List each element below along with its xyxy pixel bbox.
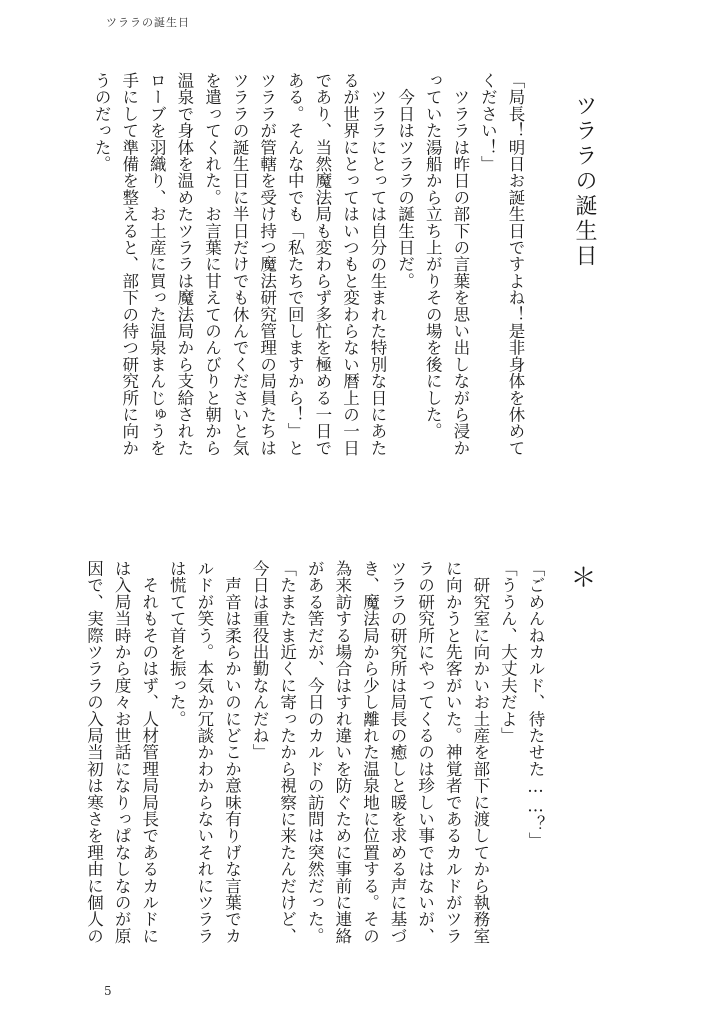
text-line: 因で、実際ツララの入局当初は寒さを理由に個人の — [84, 560, 104, 945]
section-mark: ＊ — [566, 564, 596, 590]
text-line: ツララは昨日の部下の言葉を思い出しながら浸か — [450, 72, 470, 457]
text-line: 「ううん、大丈夫だよ」 — [498, 560, 518, 744]
upper-text-block — [92, 72, 600, 492]
text-line: は入局当時から度々お世話になりっぱなしなのが原 — [112, 560, 132, 945]
text-line: うのだった。 — [92, 72, 112, 173]
text-line: ある。そんな中でも「私たちで回しますから！」と — [285, 72, 305, 457]
text-line: ください！」 — [478, 72, 498, 173]
text-line: ラの研究所にやってくるのは珍しい事ではないが、 — [415, 560, 435, 945]
text-line: 手にして準備を整えると、部下の待つ研究所に向か — [119, 72, 139, 457]
text-line: は慌てて首を振った。 — [167, 560, 187, 727]
text-line: ツララにとっては自分の生まれた特別な日にあた — [368, 72, 388, 457]
text-line: がある筈だが、今日のカルドの訪問は突然だった。 — [305, 560, 325, 945]
text-line: ローブを羽織り、お土産に買った温泉まんじゅうを — [147, 72, 167, 457]
lower-text-block — [84, 560, 600, 960]
text-line: 研究室に向かいお土産を部下に渡してから執務室 — [470, 560, 490, 945]
chapter-title: ツララの誕生日 — [572, 94, 597, 269]
text-line: であり、当然魔法局も変わらず多忙を極める一日で — [312, 72, 332, 457]
text-line: ツララが管轄を受け持つ魔法研究管理の局員たちは — [257, 72, 277, 457]
text-line: に向かうと先客がいた。神覚者であるカルドがツラ — [443, 560, 463, 945]
text-line: 「たまたま近くに寄ったから視察に来たんだけど、 — [277, 560, 297, 945]
text-line: ルドが笑う。本気か冗談かわからないそれにツララ — [194, 560, 214, 945]
text-line: 「ごめんねカルド、待たせた……？」 — [526, 560, 545, 849]
text-line: 為来訪する場合はすれ違いを防ぐために事前に連絡 — [332, 560, 352, 945]
text-line: ツララの誕生日に半日だけでも休んでくださいと気 — [230, 72, 250, 457]
text-line: ツララの研究所は局長の癒しと暖を求める声に基づ — [388, 560, 408, 945]
text-line: 今日はツララの誕生日だ。 — [395, 72, 415, 290]
text-line: 「局長！明日お誕生日ですよね！是非身体を休めて — [506, 72, 525, 457]
text-line: 温泉で身体を温めたツララは魔法局から支給された — [174, 72, 194, 457]
text-line: を遣ってくれた。お言葉に甘えてのんびりと朝から — [202, 72, 222, 457]
text-line: るが世界にとってはいつもと変わらない暦上の一日 — [340, 72, 360, 457]
text-line: 今日は重役出勤なんだね」 — [250, 560, 270, 761]
text-line: き、魔法局から少し離れた温泉地に位置する。その — [360, 560, 380, 945]
running-head: ツララの誕生日 — [106, 16, 190, 29]
text-line: それもそのはず、人材管理局局長であるカルドに — [139, 560, 159, 945]
page-number: 5 — [104, 984, 112, 998]
text-line: っていた湯船から立ち上がりその場を後にした。 — [423, 72, 443, 440]
text-line: 声音は柔らかいのにどこか意味有りげな言葉でカ — [222, 560, 242, 945]
